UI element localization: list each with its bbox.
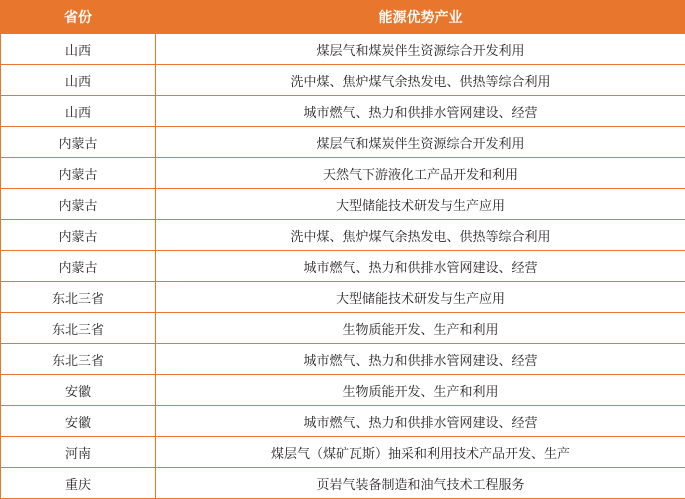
column-header-province: 省份	[1, 1, 156, 34]
table-row	[1, 189, 685, 220]
table-row	[1, 344, 685, 375]
cell-industry: 煤层气和煤炭伴生资源综合开发利用	[156, 127, 685, 158]
table-row	[1, 220, 685, 251]
cell-industry: 大型储能技术研发与生产应用	[156, 189, 685, 220]
cell-province: 山西	[1, 65, 156, 96]
table-row	[1, 375, 685, 406]
cell-industry: 生物质能开发、生产和利用	[156, 375, 685, 406]
table-row	[1, 468, 685, 499]
cell-province: 内蒙古	[1, 220, 156, 251]
cell-industry: 天然气下游液化工产品开发和利用	[156, 158, 685, 189]
table-row	[1, 158, 685, 189]
table-body	[1, 34, 685, 499]
cell-province: 山西	[1, 96, 156, 127]
table-header	[1, 1, 685, 34]
table-row	[1, 406, 685, 437]
cell-industry: 城市燃气、热力和供排水管网建设、经营	[156, 96, 685, 127]
table-row	[1, 127, 685, 158]
cell-province: 安徽	[1, 406, 156, 437]
cell-industry: 城市燃气、热力和供排水管网建设、经营	[156, 344, 685, 375]
cell-province: 河南	[1, 437, 156, 468]
cell-industry: 生物质能开发、生产和利用	[156, 313, 685, 344]
cell-province: 东北三省	[1, 313, 156, 344]
cell-industry: 大型储能技术研发与生产应用	[156, 282, 685, 313]
cell-province: 东北三省	[1, 344, 156, 375]
cell-province: 重庆	[1, 468, 156, 499]
cell-province: 安徽	[1, 375, 156, 406]
cell-industry: 页岩气装备制造和油气技术工程服务	[156, 468, 685, 499]
table-row	[1, 313, 685, 344]
column-header-industry: 能源优势产业	[156, 1, 685, 34]
table-row	[1, 96, 685, 127]
cell-industry: 城市燃气、热力和供排水管网建设、经营	[156, 406, 685, 437]
cell-industry: 煤层气和煤炭伴生资源综合开发利用	[156, 34, 685, 65]
cell-province: 东北三省	[1, 282, 156, 313]
cell-province: 内蒙古	[1, 251, 156, 282]
table-row	[1, 437, 685, 468]
cell-industry: 洗中煤、焦炉煤气余热发电、供热等综合利用	[156, 65, 685, 96]
cell-province: 内蒙古	[1, 158, 156, 189]
cell-industry: 煤层气（煤矿瓦斯）抽采和利用技术产品开发、生产	[156, 437, 685, 468]
table-row	[1, 34, 685, 65]
cell-industry: 洗中煤、焦炉煤气余热发电、供热等综合利用	[156, 220, 685, 251]
cell-province: 山西	[1, 34, 156, 65]
cell-industry: 城市燃气、热力和供排水管网建设、经营	[156, 251, 685, 282]
table-row	[1, 282, 685, 313]
table-header-row	[1, 1, 685, 34]
table-row	[1, 251, 685, 282]
table-row	[1, 65, 685, 96]
cell-province: 内蒙古	[1, 189, 156, 220]
cell-province: 内蒙古	[1, 127, 156, 158]
